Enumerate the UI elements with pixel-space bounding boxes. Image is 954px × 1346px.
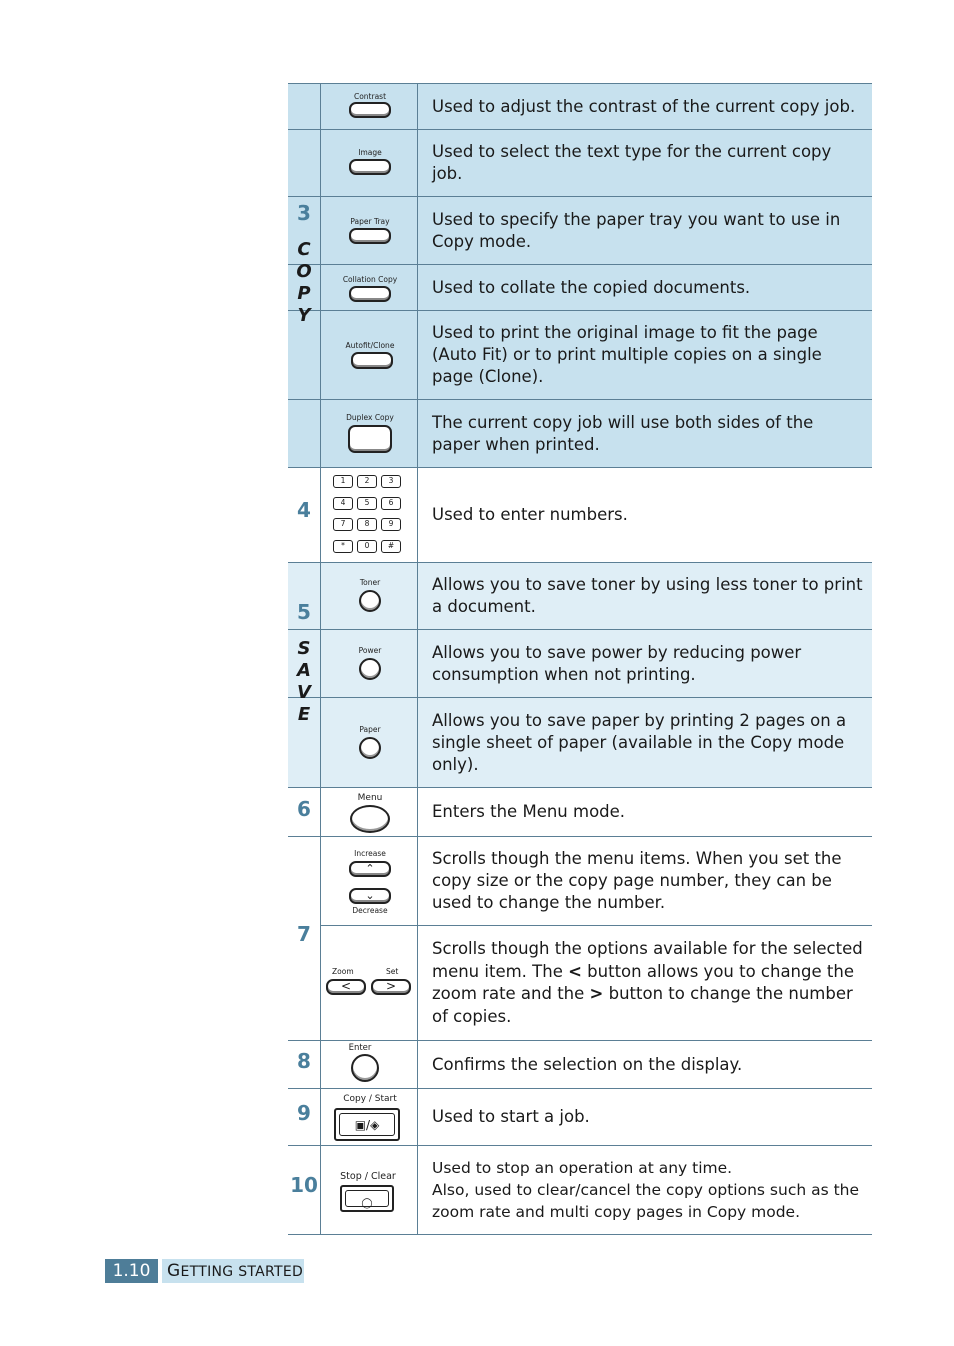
row-paper-tray — [288, 196, 872, 264]
stop-description-line: Used to stop an operation at any time. — [432, 1159, 733, 1177]
row-description — [432, 788, 866, 836]
menu-button[interactable] — [350, 805, 390, 833]
keypad-cell — [320, 468, 418, 562]
chevron-up-icon: ⌃ — [365, 862, 375, 875]
collation-copy-button-label: Collation Copy — [342, 275, 398, 284]
power-button-label: Power — [358, 646, 382, 655]
stop-icon: ◯ — [361, 1198, 373, 1209]
row-description — [432, 84, 866, 129]
keypad-key[interactable]: 8 — [357, 518, 377, 531]
enter-description: Confirms the selection on the display. — [432, 1054, 743, 1074]
button-cell — [320, 1089, 418, 1145]
section-letter: E — [297, 704, 311, 725]
zoom-button-label: Zoom — [332, 967, 354, 976]
button-cell — [320, 698, 418, 787]
row-description — [432, 630, 866, 697]
button-cell — [320, 925, 418, 1041]
image-button[interactable] — [349, 159, 391, 175]
row-description — [432, 468, 866, 562]
page-number: 1.10 — [105, 1259, 158, 1283]
row-contrast — [288, 83, 872, 129]
zoom-left-button[interactable] — [326, 979, 366, 995]
chevron-right-icon: > — [385, 979, 397, 993]
autofit-clone-button[interactable] — [351, 352, 393, 369]
section-letter: V — [297, 682, 311, 703]
row-image — [288, 129, 872, 196]
scroll-options-text: button allows you to change the zoom rate and the — [432, 961, 854, 1003]
chapter-title-initial: G — [167, 1261, 181, 1281]
stop-description — [432, 1157, 866, 1223]
keypad-key[interactable]: 6 — [381, 497, 401, 510]
button-cell — [320, 630, 418, 697]
row-description — [432, 563, 866, 629]
row-collation — [288, 264, 872, 310]
toner-button[interactable] — [359, 590, 381, 612]
row-description — [432, 197, 866, 264]
set-right-button[interactable] — [371, 979, 411, 995]
row-description — [432, 400, 866, 467]
paper-description: Allows you to save paper by printing 2 pages on a single sheet of paper (available in the Copy mode only). — [432, 710, 847, 774]
decrease-button[interactable] — [349, 888, 391, 904]
row-description — [432, 1089, 866, 1145]
section-numbers-label — [288, 498, 320, 522]
section-number: 10 — [290, 1173, 318, 1197]
section-number: 4 — [297, 498, 311, 522]
row-start — [288, 1088, 872, 1145]
keypad-key[interactable]: 3 — [381, 475, 401, 488]
row-description — [432, 1041, 866, 1088]
paper-tray-description: Used to specify the paper tray you want to use in Copy mode. — [432, 209, 841, 251]
keypad-key[interactable]: 2 — [357, 475, 377, 488]
row-description — [432, 925, 866, 1041]
stop-description-line: Also, used to clear/cancel the copy options such as the zoom rate and multi copy pages in Copy mode. — [432, 1181, 860, 1221]
chapter-title — [162, 1259, 304, 1283]
increase-button[interactable] — [349, 861, 391, 877]
paper-tray-button[interactable] — [349, 228, 391, 244]
section-save-label — [288, 600, 320, 726]
section-letter: S — [297, 638, 311, 659]
row-stop — [288, 1145, 872, 1235]
button-cell — [320, 311, 418, 399]
stop-clear-button-face — [345, 1190, 389, 1207]
button-cell — [320, 563, 418, 629]
row-description — [432, 837, 866, 925]
button-cell — [320, 265, 418, 310]
toner-button-label: Toner — [359, 578, 381, 587]
power-button[interactable] — [359, 658, 381, 680]
row-numbers — [288, 467, 872, 562]
section-letter: P — [297, 283, 311, 304]
row-description — [432, 311, 866, 399]
section-number: 3 — [297, 201, 311, 225]
section-word — [288, 638, 320, 726]
keypad-key[interactable]: 5 — [357, 497, 377, 510]
row-paper — [288, 697, 872, 787]
paper-button-label: Paper — [359, 725, 381, 734]
section-letter: C — [297, 239, 311, 260]
row-duplex — [288, 399, 872, 467]
start-description: Used to start a job. — [432, 1107, 590, 1126]
copy-start-button-face — [339, 1113, 395, 1136]
paper-button[interactable] — [359, 737, 381, 759]
row-toner — [288, 562, 872, 629]
section-number: 7 — [297, 922, 311, 946]
row-description — [432, 130, 866, 196]
duplex-copy-button-label: Duplex Copy — [346, 413, 394, 422]
numbers-description: Used to enter numbers. — [432, 505, 628, 524]
section-copy-label — [288, 201, 320, 327]
row-description — [432, 265, 866, 310]
duplex-description: The current copy job will use both sides of the paper when printed. — [432, 412, 814, 454]
section-menu-label — [288, 797, 320, 821]
enter-button[interactable] — [351, 1054, 379, 1082]
increase-button-label: Increase — [354, 849, 386, 858]
autofit-clone-button-label: Autofit/Clone — [345, 341, 395, 350]
power-description: Allows you to save power by reducing power consumption when not printing. — [432, 642, 802, 684]
keypad-key[interactable]: 0 — [357, 540, 377, 553]
section-letter: O — [296, 261, 312, 282]
enter-button-label: Enter — [348, 1043, 372, 1053]
image-button-label: Image — [358, 148, 382, 157]
row-power — [288, 629, 872, 697]
chevron-left-icon: < — [568, 961, 582, 981]
section-number: 9 — [297, 1101, 311, 1125]
section-scroll-label — [288, 922, 320, 946]
row-scroll — [288, 836, 872, 1040]
section-letter: Y — [297, 305, 311, 326]
chevron-left-icon: < — [340, 979, 352, 993]
keypad-key[interactable]: * — [333, 540, 353, 553]
row-description — [432, 1146, 866, 1234]
image-description: Used to select the text type for the current copy job. — [432, 142, 832, 183]
keypad-key[interactable]: 1 — [333, 475, 353, 488]
scroll-options-text: button to change the number of copies. — [432, 984, 853, 1026]
section-number: 8 — [297, 1049, 311, 1073]
copy-start-button[interactable] — [334, 1108, 400, 1141]
row-autofit — [288, 310, 872, 399]
scroll-menu-description: Scrolls though the menu items. When you set the copy size or the copy page number, they can be used to change the number. — [432, 849, 842, 912]
section-stop-label — [288, 1173, 320, 1197]
set-button-label: Set — [386, 967, 399, 976]
button-cell — [320, 197, 418, 264]
menu-description: Enters the Menu mode. — [432, 802, 626, 821]
chevron-down-icon: ⌄ — [365, 889, 375, 902]
scroll-options-text: Scrolls though the options available for the selected menu item. The — [432, 939, 863, 981]
button-cell — [320, 400, 418, 467]
duplex-copy-button[interactable] — [348, 425, 392, 453]
row-enter — [288, 1040, 872, 1088]
menu-button-label: Menu — [357, 793, 383, 803]
collation-copy-button[interactable] — [349, 286, 391, 302]
copy-start-button-label: Copy / Start — [343, 1094, 397, 1104]
button-cell — [320, 788, 418, 836]
section-number: 6 — [297, 797, 311, 821]
paper-tray-button-label: Paper Tray — [350, 217, 390, 226]
button-cell — [320, 1041, 418, 1088]
row-description — [432, 698, 866, 787]
button-cell — [320, 1146, 418, 1234]
section-number: 5 — [297, 600, 311, 624]
copy-start-icon: ▣/◈ — [354, 1118, 380, 1132]
row-menu — [288, 787, 872, 836]
contrast-description: Used to adjust the contrast of the current copy job. — [432, 96, 856, 116]
keypad-key[interactable]: 7 — [333, 518, 353, 531]
scroll-options-description — [432, 938, 866, 1028]
stop-clear-button[interactable] — [340, 1185, 394, 1212]
autofit-description: Used to print the original image to fit the page (Auto Fit) or to print multiple copies on a single page (Clone). — [432, 323, 822, 386]
button-cell — [320, 84, 418, 129]
chapter-title-rest: ETTING STARTED — [180, 1264, 304, 1280]
stop-clear-button-label: Stop / Clear — [340, 1171, 396, 1182]
button-cell — [320, 130, 418, 196]
contrast-button-label: Contrast — [353, 92, 387, 101]
collation-description: Used to collate the copied documents. — [432, 277, 751, 297]
section-word — [288, 239, 320, 327]
contrast-button[interactable] — [349, 102, 391, 118]
chevron-right-icon: > — [589, 984, 604, 1003]
toner-description: Allows you to save toner by using less toner to print a document. — [432, 575, 863, 616]
keypad-key[interactable]: 9 — [381, 518, 401, 531]
decrease-button-label: Decrease — [352, 906, 388, 915]
keypad-key[interactable]: 4 — [333, 497, 353, 510]
section-letter: A — [297, 660, 311, 681]
section-start-label — [288, 1101, 320, 1125]
keypad-key[interactable]: # — [381, 540, 401, 553]
